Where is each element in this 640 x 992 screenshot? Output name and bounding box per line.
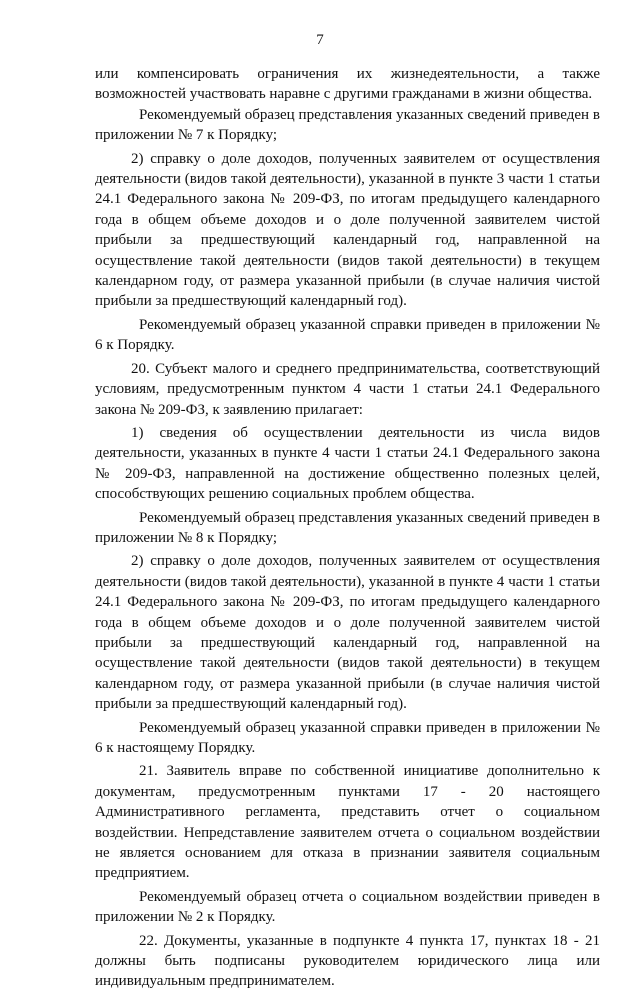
paragraph: Рекомендуемый образец указанной справки приведен в приложении № 6 к Порядку. <box>95 316 600 354</box>
paragraph: Рекомендуемый образец указанной справки приведен в приложении № 6 к настоящему Порядку. <box>95 719 600 756</box>
paragraph: 22. Документы, указанные в подпункте 4 пункта 17, пунктах 18 - 21 должны быть подписаны руководителем юридического лица или индивидуальным предпринимателем. <box>95 932 600 990</box>
paragraph: Рекомендуемый образец представления указанных сведений приведен в приложении № 7 к Порядку; <box>95 106 600 144</box>
paragraph: или компенсировать ограничения их жизнедеятельности, а также возможностей участвовать наравне с другими гражданами в жизни общества. <box>95 66 600 103</box>
page-number: 7 <box>316 32 324 48</box>
paragraph: 2) справку о доле доходов, полученных заявителем от осуществления деятельности (видов такой деятельности), указанной в пункте 4 части 1 статьи 24.1 Федерального закона № 209-ФЗ, по итогам предыдущего календарного года в общем объеме доходов и о доле полученной заявителем чистой прибыли за предшествующий календарный год, направленной на осуществление такой деятельности (видов такой деятельности) в текущем календарном году, от размера указанной прибыли (в случае наличия чистой прибыли за предшествующий календарный год). <box>95 553 600 713</box>
paragraph: 2) справку о доле доходов, полученных заявителем от осуществления деятельности (видов такой деятельности), указанной в пункте 3 части 1 статьи 24.1 Федерального закона № 209-ФЗ, по итогам предыдущего календарного года в общем объеме доходов и о доле полученной заявителем чистой прибыли за предшествующий календарный год, направленной на осуществление такой деятельности (видов такой деятельности) в текущем календарном году, от размера указанной прибыли (в случае наличия чистой прибыли за предшествующий календарный год). <box>95 150 600 310</box>
paragraph: 21. Заявитель вправе по собственной инициативе дополнительно к документам, предусмотренным пунктами 17 - 20 настоящего Административного регламента, представить отчет о социальном воздействии. Непредставление заявителем отчета о социальном воздействии не является основанием для отказа в признании заявителя социальным предприятием. <box>95 763 600 882</box>
document-body <box>95 64 600 992</box>
paragraph: 1) сведения об осуществлении деятельности из числа видов деятельности, указанных в пункте 4 части 1 статьи 24.1 Федерального закона № 209-ФЗ, направленной на достижение общественно полезных целей, способствующих решению социальных проблем общества. <box>95 424 600 503</box>
paragraph: Рекомендуемый образец отчета о социальном воздействии приведен в приложении № 2 к Порядку. <box>95 888 600 926</box>
paragraph: 20. Субъект малого и среднего предпринимательства, соответствующий условиям, предусмотренным пунктом 4 части 1 статьи 24.1 Федерального закона № 209-ФЗ, к заявлению прилагает: <box>95 360 600 418</box>
paragraph: Рекомендуемый образец представления указанных сведений приведен в приложении № 8 к Порядку; <box>95 509 600 546</box>
